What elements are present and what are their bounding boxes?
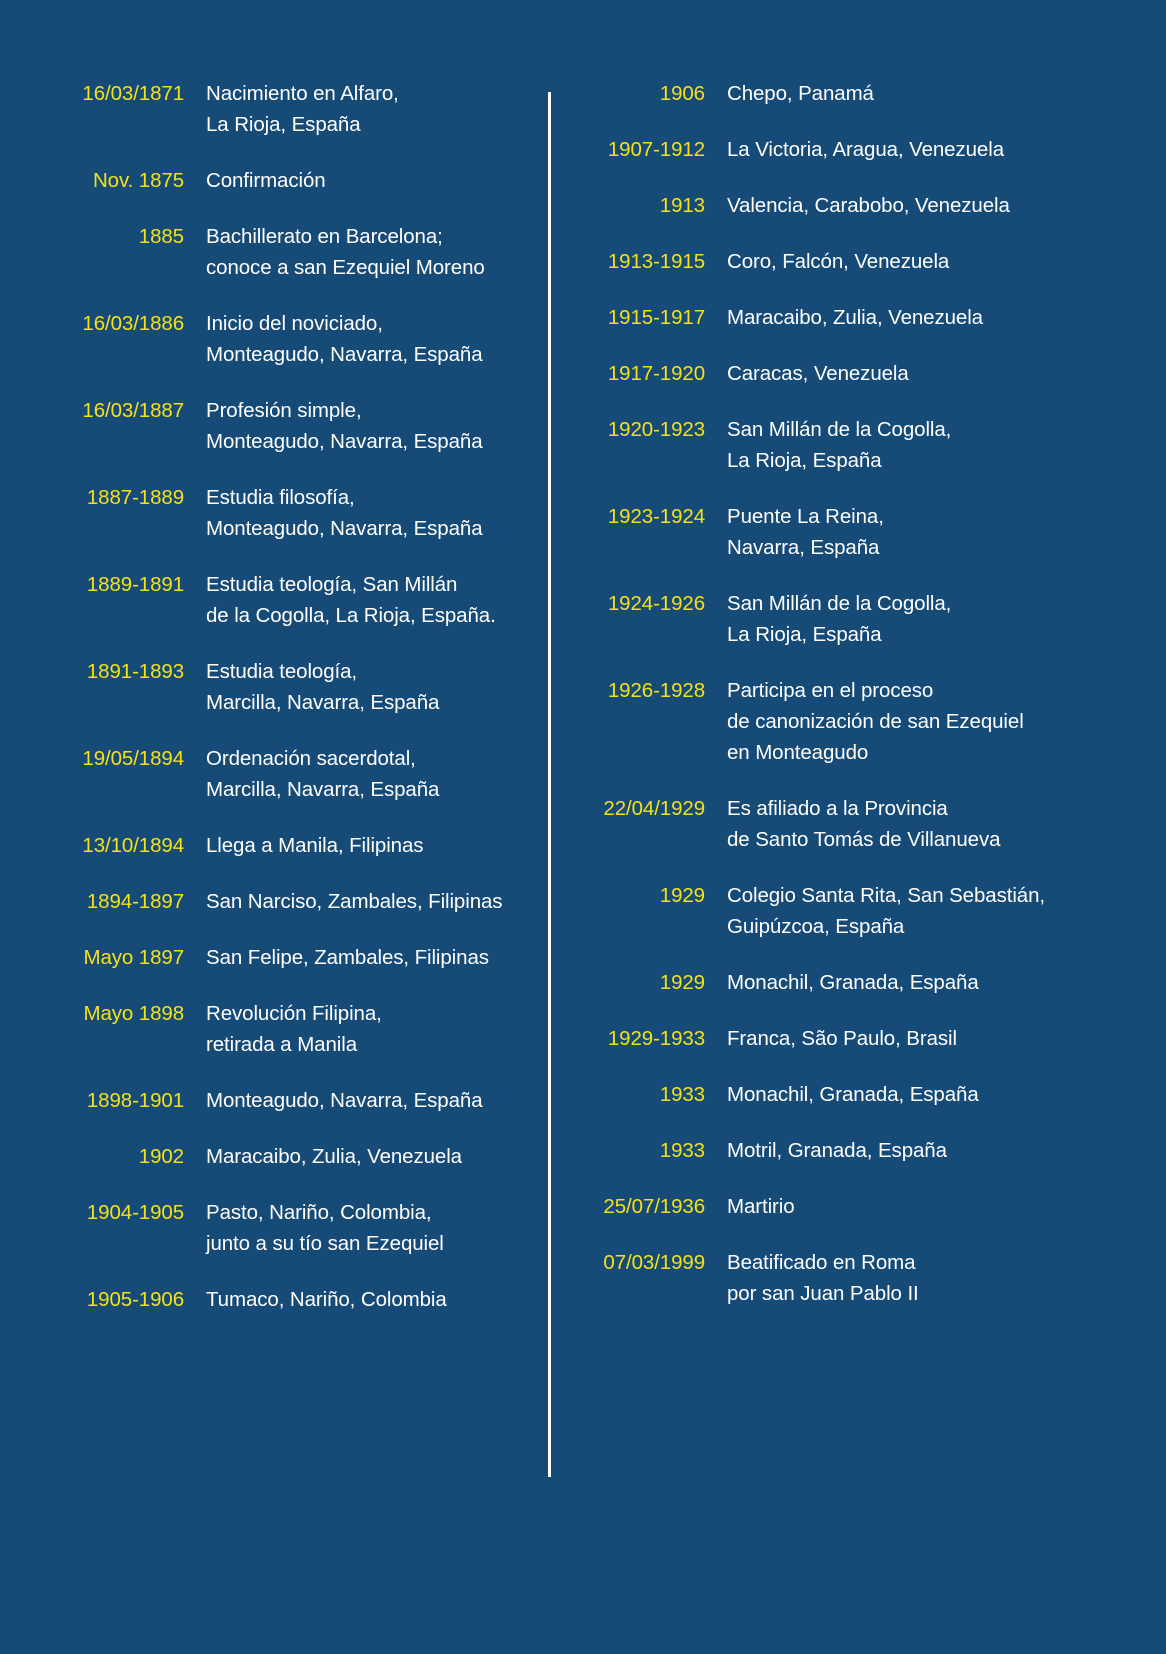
timeline-entry-line: Inicio del noviciado,: [206, 312, 383, 335]
timeline-entry-line: Bachillerato en Barcelona;: [206, 225, 443, 248]
timeline-entry-description: [705, 1079, 1136, 1110]
timeline-entry-line: Confirmación: [206, 169, 326, 192]
timeline-entry-description: [184, 308, 526, 370]
timeline-entry-line: Es afiliado a la Provincia: [727, 797, 948, 820]
timeline-entry-description: [705, 793, 1136, 855]
timeline-entry-date: Mayo 1898: [83, 1002, 184, 1025]
timeline-entry-date: 1887-1889: [86, 486, 184, 509]
timeline-entry-line: Profesión simple,: [206, 399, 362, 422]
timeline-entry-line: Monachil, Granada, España: [727, 971, 979, 994]
timeline-entry: [575, 134, 1136, 165]
timeline-entry: [62, 656, 526, 718]
timeline-entry: [575, 588, 1136, 650]
timeline-entry-date: 16/03/1886: [82, 312, 184, 335]
timeline-entry-description: [184, 165, 526, 196]
timeline-entry-line: Monteagudo, Navarra, España: [206, 1089, 483, 1112]
timeline-entry-date: 13/10/1894: [82, 834, 184, 857]
timeline-entry-description: [184, 830, 526, 861]
timeline-entry-description: [184, 886, 526, 917]
timeline-entry-line: San Millán de la Cogolla,: [727, 418, 952, 441]
timeline-entry-description: [705, 880, 1136, 942]
timeline-entry-line: Franca, São Paulo, Brasil: [727, 1027, 957, 1050]
timeline-entry: [62, 1284, 526, 1315]
timeline-entry: [575, 302, 1136, 333]
timeline-entry-date: 1898-1901: [86, 1089, 184, 1112]
timeline-entry: [62, 886, 526, 917]
timeline-entry: [62, 78, 526, 140]
timeline-entry-description: [184, 569, 526, 631]
timeline-entry-description: [705, 358, 1136, 389]
timeline-entry: [575, 78, 1136, 109]
timeline-entry-date: 16/03/1887: [82, 399, 184, 422]
timeline-entry: [575, 793, 1136, 855]
timeline-entry: [575, 501, 1136, 563]
timeline-entry-description: [184, 1197, 526, 1259]
timeline-entry: [62, 482, 526, 544]
timeline-entry: [575, 880, 1136, 942]
timeline-entry-description: [184, 656, 526, 718]
timeline-entry-line: Martirio: [727, 1195, 795, 1218]
timeline-entry-date: 1933: [659, 1083, 705, 1106]
timeline-entry: [575, 358, 1136, 389]
timeline-entry: [62, 221, 526, 283]
timeline-entry-date: 1920-1923: [607, 418, 705, 441]
timeline-entry-line: Estudia teología, San Millán: [206, 573, 458, 596]
timeline-entry: [575, 414, 1136, 476]
timeline-entry-line: Marcilla, Navarra, España: [206, 778, 440, 801]
timeline-entry-line: La Rioja, España: [206, 113, 361, 136]
timeline-entry-line: Estudia teología,: [206, 660, 358, 683]
timeline-entry-line: Monachil, Granada, España: [727, 1083, 979, 1106]
timeline-entry-date: 25/07/1936: [603, 1195, 705, 1218]
timeline-entry: [62, 998, 526, 1060]
timeline-entry-line: retirada a Manila: [206, 1033, 357, 1056]
timeline-entry-date: 1889-1891: [86, 573, 184, 596]
timeline-entry-date: 1902: [138, 1145, 184, 1168]
timeline-entry-date: 1923-1924: [607, 505, 705, 528]
timeline-entry-line: por san Juan Pablo II: [727, 1282, 919, 1305]
timeline-entry-date: 19/05/1894: [82, 747, 184, 770]
timeline-entry: [575, 675, 1136, 768]
timeline-entry: [575, 1135, 1136, 1166]
timeline-entry-description: [184, 942, 526, 973]
timeline-entry-description: [705, 1247, 1136, 1309]
timeline-entry-date: Nov. 1875: [92, 169, 184, 192]
timeline-entry: [575, 1023, 1136, 1054]
timeline-entry-date: 1913: [659, 194, 705, 217]
timeline-entry-description: [705, 302, 1136, 333]
timeline-entry-description: [705, 501, 1136, 563]
timeline-entry-line: Maracaibo, Zulia, Venezuela: [206, 1145, 462, 1168]
timeline-entry-line: Monteagudo, Navarra, España: [206, 343, 483, 366]
timeline-entry-line: Estudia filosofía,: [206, 486, 355, 509]
timeline-entry-description: [705, 1135, 1136, 1166]
timeline-entry-line: San Narciso, Zambales, Filipinas: [206, 890, 503, 913]
timeline-entry-date: 1929: [659, 971, 705, 994]
timeline-entry-line: San Felipe, Zambales, Filipinas: [206, 946, 489, 969]
timeline-entry-line: Monteagudo, Navarra, España: [206, 430, 483, 453]
timeline-entry-date: 1904-1905: [86, 1201, 184, 1224]
timeline-entry: [575, 1191, 1136, 1222]
timeline-entry-line: La Rioja, España: [727, 449, 882, 472]
timeline-entry: [62, 1197, 526, 1259]
timeline-entry-line: de la Cogolla, La Rioja, España.: [206, 604, 496, 627]
timeline-entry-line: junto a su tío san Ezequiel: [206, 1232, 444, 1255]
timeline-entry-description: [705, 967, 1136, 998]
timeline-entry-line: Tumaco, Nariño, Colombia: [206, 1288, 447, 1311]
timeline-entry-description: [184, 998, 526, 1060]
timeline-entry-line: Maracaibo, Zulia, Venezuela: [727, 306, 983, 329]
timeline-entry: [62, 743, 526, 805]
timeline-entry: [575, 190, 1136, 221]
timeline-entry-date: 1929: [659, 884, 705, 907]
timeline-entry-line: Marcilla, Navarra, España: [206, 691, 440, 714]
timeline-entry: [575, 246, 1136, 277]
timeline-entry: [62, 1085, 526, 1116]
timeline-entry-line: Puente La Reina,: [727, 505, 884, 528]
timeline-entry-description: [184, 1141, 526, 1172]
timeline-entry-description: [705, 675, 1136, 768]
timeline-entry: [62, 830, 526, 861]
timeline-entry-line: Llega a Manila, Filipinas: [206, 834, 424, 857]
timeline-entry-line: Beatificado en Roma: [727, 1251, 916, 1274]
timeline-entry-description: [705, 1023, 1136, 1054]
timeline-entry-description: [184, 1085, 526, 1116]
timeline-entry: [62, 569, 526, 631]
timeline-entry-line: Valencia, Carabobo, Venezuela: [727, 194, 1010, 217]
timeline-entry-date: 1917-1920: [607, 362, 705, 385]
timeline-entry-line: Chepo, Panamá: [727, 82, 874, 105]
timeline-entry-line: Pasto, Nariño, Colombia,: [206, 1201, 432, 1224]
timeline-entry-description: [184, 482, 526, 544]
timeline-entry-line: de canonización de san Ezequiel: [727, 710, 1024, 733]
timeline-entry: [62, 395, 526, 457]
timeline-entry-description: [705, 190, 1136, 221]
timeline-entry: [62, 308, 526, 370]
timeline-entry-date: 1929-1933: [607, 1027, 705, 1050]
timeline-entry-date: 1933: [659, 1139, 705, 1162]
timeline-entry-description: [184, 395, 526, 457]
timeline-entry-date: 1894-1897: [86, 890, 184, 913]
timeline-entry-description: [184, 743, 526, 805]
timeline-entry-line: conoce a san Ezequiel Moreno: [206, 256, 485, 279]
timeline-entry-description: [705, 414, 1136, 476]
timeline-entry-date: 1906: [659, 82, 705, 105]
timeline-entry-line: Ordenación sacerdotal,: [206, 747, 416, 770]
timeline-entry-description: [705, 134, 1136, 165]
timeline-entry-line: La Victoria, Aragua, Venezuela: [727, 138, 1004, 161]
timeline-entry-description: [184, 221, 526, 283]
timeline-entry-description: [705, 78, 1136, 109]
timeline-entry: [62, 165, 526, 196]
timeline-entry: [575, 967, 1136, 998]
timeline-entry: [575, 1079, 1136, 1110]
timeline-entry: [62, 942, 526, 973]
timeline-entry: [575, 1247, 1136, 1309]
timeline-entry-line: Caracas, Venezuela: [727, 362, 909, 385]
timeline-entry: [62, 1141, 526, 1172]
timeline-entry-line: Colegio Santa Rita, San Sebastián,: [727, 884, 1045, 907]
timeline-entry-line: Nacimiento en Alfaro,: [206, 82, 399, 105]
timeline-entry-line: Navarra, España: [727, 536, 880, 559]
timeline-entry-date: 1885: [138, 225, 184, 248]
timeline-entry-date: 1913-1915: [607, 250, 705, 273]
timeline-entry-line: Guipúzcoa, España: [727, 915, 905, 938]
timeline-entry-line: Participa en el proceso: [727, 679, 934, 702]
timeline-entry-date: 1924-1926: [607, 592, 705, 615]
timeline-entry-date: 16/03/1871: [82, 82, 184, 105]
timeline-entry-description: [705, 246, 1136, 277]
timeline-entry-date: 1907-1912: [607, 138, 705, 161]
timeline-entry-description: [705, 1191, 1136, 1222]
timeline-entry-line: Motril, Granada, España: [727, 1139, 947, 1162]
timeline-entry-date: 22/04/1929: [603, 797, 705, 820]
timeline-entry-date: 1926-1928: [607, 679, 705, 702]
timeline-entry-date: 1905-1906: [86, 1288, 184, 1311]
timeline-entry-date: 07/03/1999: [603, 1251, 705, 1274]
timeline-entry-line: La Rioja, España: [727, 623, 882, 646]
timeline-entry-date: Mayo 1897: [83, 946, 184, 969]
timeline-entry-line: San Millán de la Cogolla,: [727, 592, 952, 615]
timeline-entry-description: [184, 1284, 526, 1315]
timeline-entry-line: de Santo Tomás de Villanueva: [727, 828, 1001, 851]
timeline-right-column: [551, 78, 1166, 1334]
timeline-entry-line: Monteagudo, Navarra, España: [206, 517, 483, 540]
timeline-entry-line: en Monteagudo: [727, 741, 869, 764]
timeline-entry-description: [184, 78, 526, 140]
timeline-entry-date: 1891-1893: [86, 660, 184, 683]
timeline-entry-date: 1915-1917: [607, 306, 705, 329]
timeline-left-column: [0, 78, 548, 1340]
timeline-entry-line: Coro, Falcón, Venezuela: [727, 250, 950, 273]
timeline-entry-line: Revolución Filipina,: [206, 1002, 382, 1025]
timeline-columns: [0, 78, 1166, 1477]
timeline-entry-description: [705, 588, 1136, 650]
